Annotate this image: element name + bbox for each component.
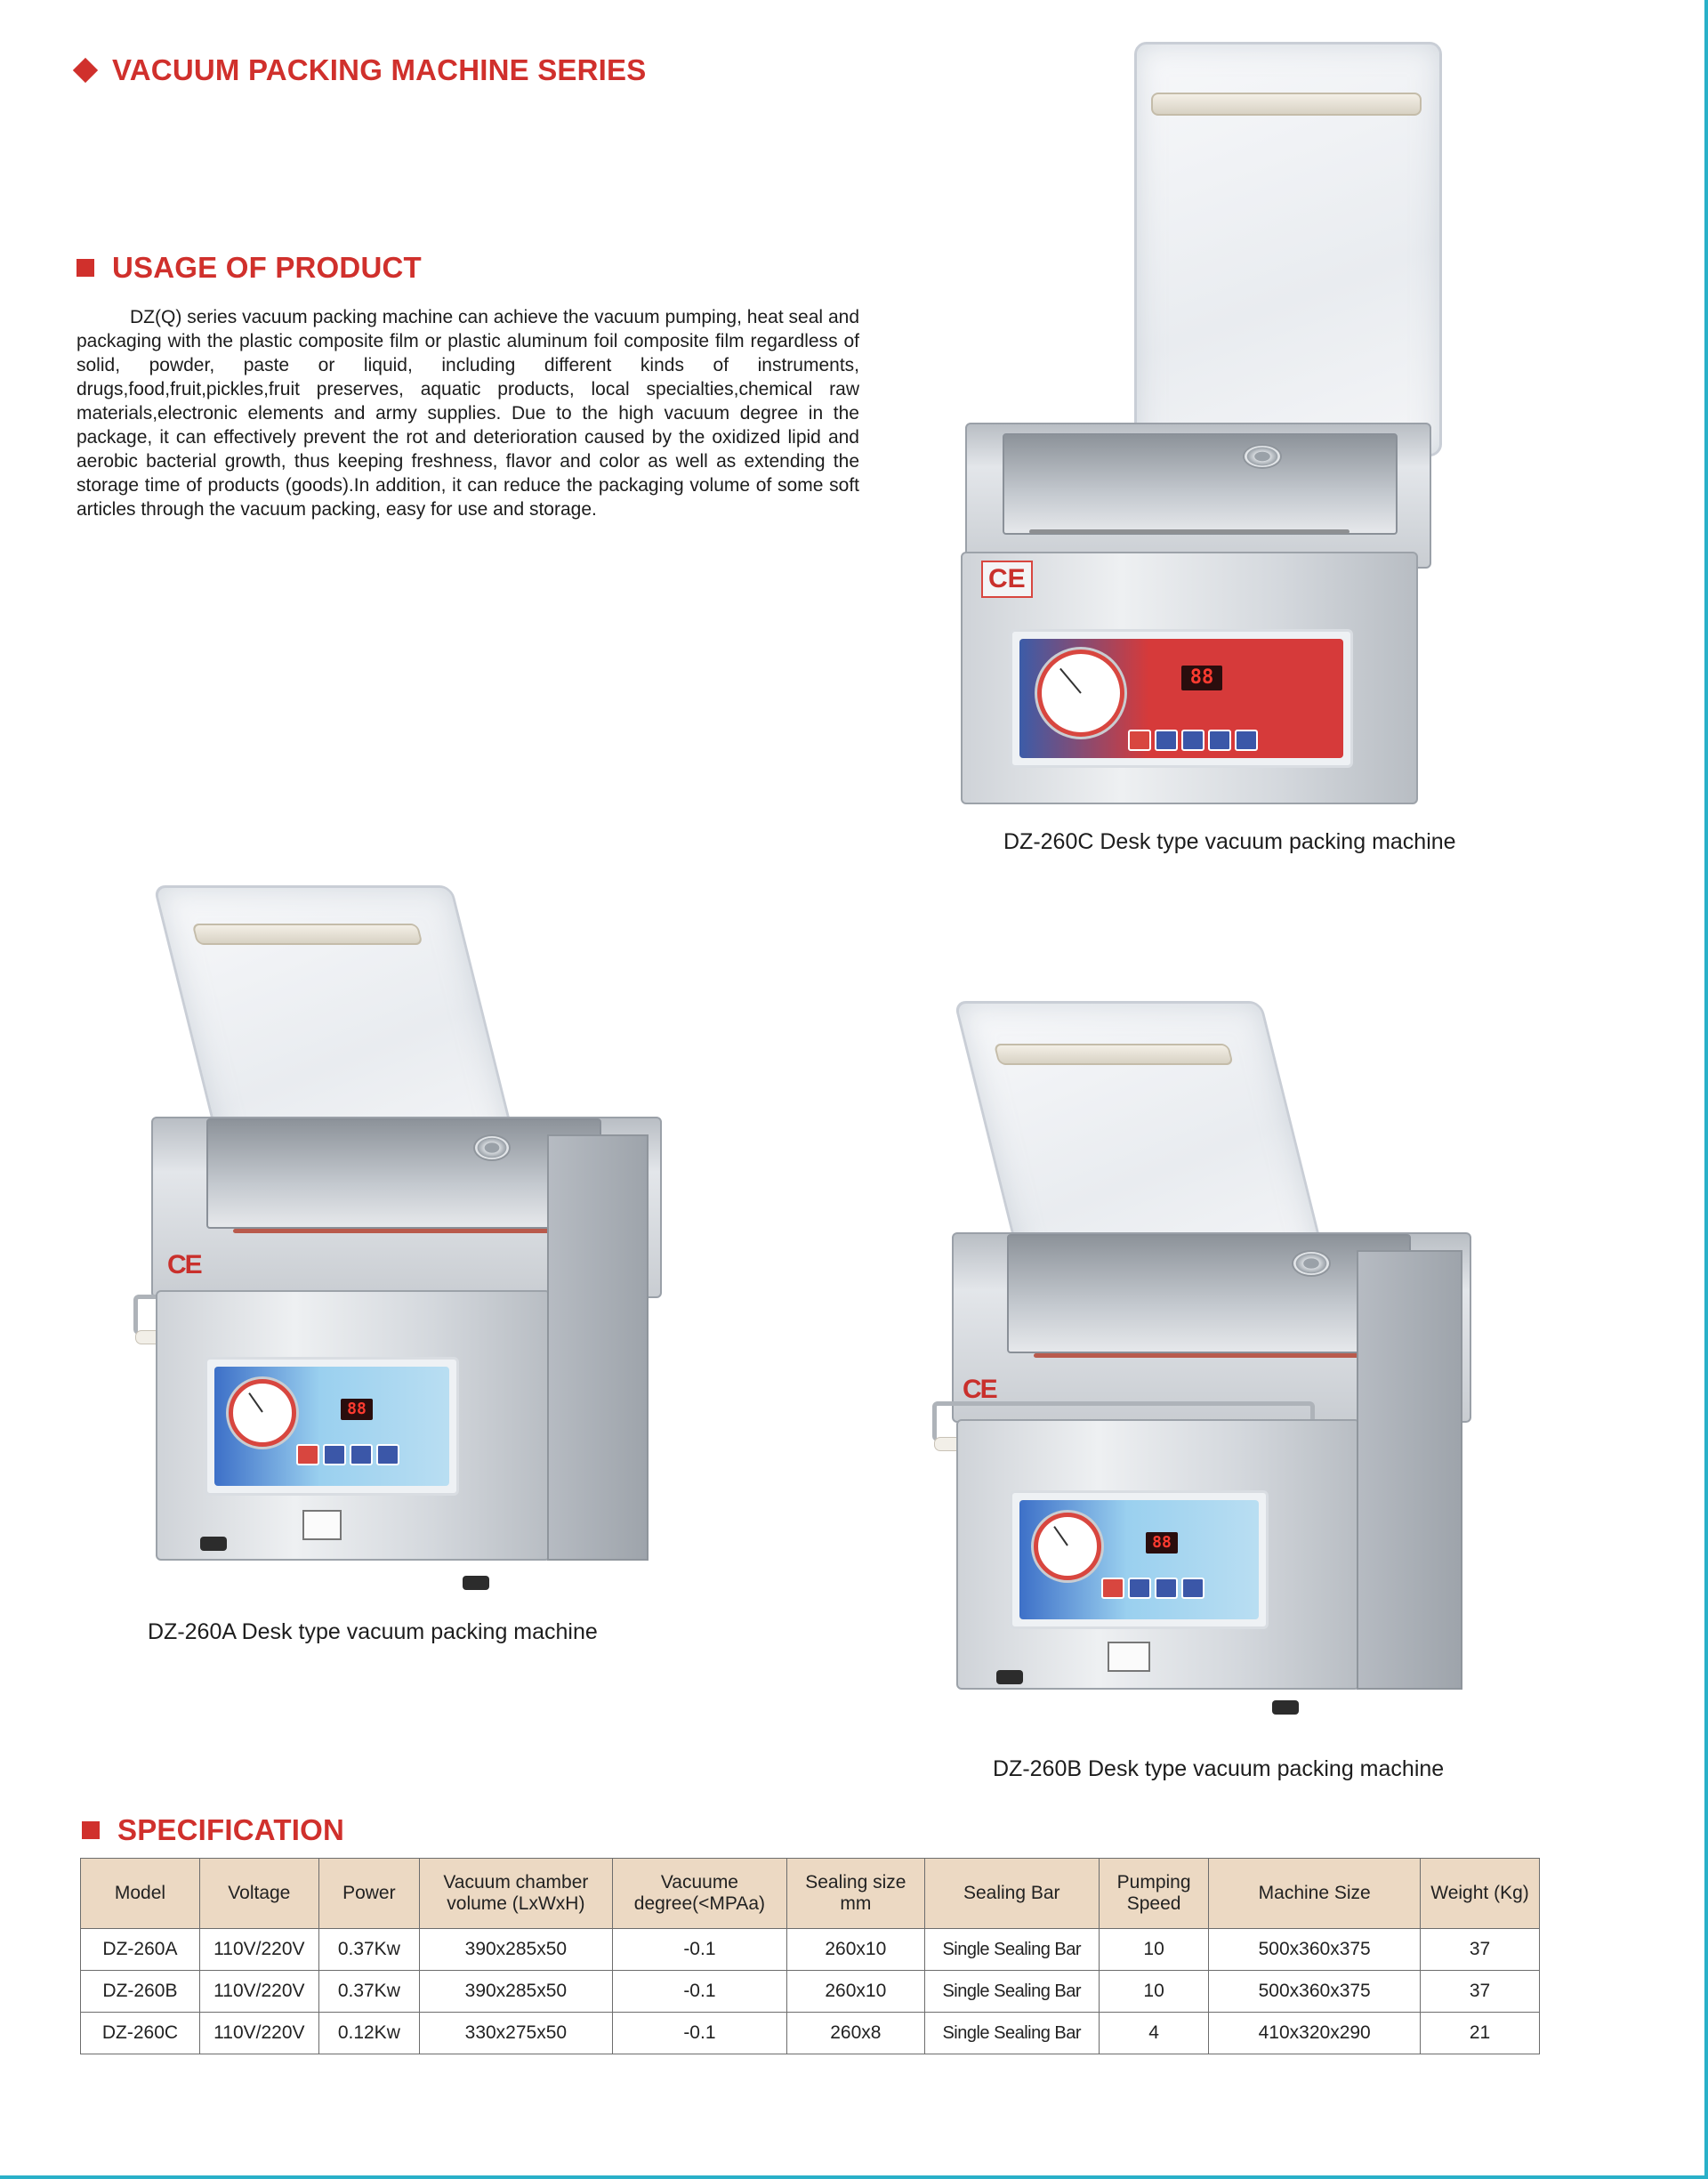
table-row (81, 1929, 1540, 1971)
header-power: Power (318, 1859, 419, 1929)
timer-display: 88 (1181, 666, 1222, 690)
machine-lid (1134, 42, 1442, 456)
vent-icon (1292, 1250, 1331, 1277)
cell-pumping-speed: 10 (1099, 1929, 1209, 1971)
machine-tub (965, 423, 1431, 569)
table-row (81, 1971, 1540, 2013)
gauge-needle (1053, 1526, 1068, 1545)
gauge-needle (1059, 668, 1082, 694)
set-key[interactable] (323, 1444, 346, 1465)
lid-sealing-pad (1151, 93, 1422, 116)
foot (200, 1537, 227, 1551)
cell-chamber: 390x285x50 (419, 1929, 612, 1971)
lid-sealing-pad (192, 924, 423, 945)
lid-sealing-pad (994, 1044, 1234, 1065)
page-edge-line (1704, 0, 1708, 2179)
diamond-bullet-icon (73, 58, 98, 83)
ce-mark: CE (963, 1375, 996, 1404)
table-row (81, 2013, 1540, 2054)
page-bottom-line (0, 2175, 1708, 2179)
start-key[interactable] (1235, 730, 1258, 751)
ce-mark: CE (981, 561, 1033, 598)
foot (996, 1670, 1023, 1684)
spec-heading (82, 1813, 344, 1847)
cell-voltage: 110V/220V (199, 1929, 318, 1971)
cell-weight: 37 (1421, 1971, 1540, 2013)
sealing-gasket (233, 1229, 562, 1233)
control-panel (205, 1357, 459, 1496)
cell-sealing-size: 260x10 (787, 1971, 925, 2013)
set-key[interactable] (1155, 730, 1178, 751)
header-machine-size: Machine Size (1209, 1859, 1421, 1929)
cell-degree: -0.1 (612, 1929, 786, 1971)
header-sealing-size: Sealing size mm (787, 1859, 925, 1929)
stop-key[interactable] (1101, 1578, 1124, 1599)
cell-voltage: 110V/220V (199, 1971, 318, 2013)
usage-title: USAGE OF PRODUCT (112, 251, 422, 284)
sealing-bar (1029, 529, 1349, 534)
timer-display: 88 (341, 1399, 373, 1420)
cell-chamber: 390x285x50 (419, 1971, 612, 2013)
cell-machine-size: 410x320x290 (1209, 2013, 1421, 2054)
down-key[interactable] (376, 1444, 399, 1465)
product-image-dz-260a (133, 876, 667, 1593)
cell-sealing-size: 260x8 (787, 2013, 925, 2054)
product-image-dz-260b (925, 992, 1477, 1726)
gauge-needle (248, 1392, 263, 1412)
control-panel (1010, 1490, 1269, 1629)
header-pumping-speed: Pumping Speed (1099, 1859, 1209, 1929)
cell-model: DZ-260B (81, 1971, 200, 2013)
vacuum-chamber (206, 1118, 601, 1229)
foot (463, 1576, 489, 1590)
cell-power: 0.37Kw (318, 1929, 419, 1971)
stop-key[interactable] (1128, 730, 1151, 751)
header-degree: Vacuume degree(<MPAa) (612, 1859, 786, 1929)
header-sealing-bar: Sealing Bar (924, 1859, 1099, 1929)
cell-sealing-bar: Single Sealing Bar (924, 2013, 1099, 2054)
series-title: VACUUM PACKING MACHINE SERIES (112, 53, 647, 86)
timer-display: 88 (1146, 1532, 1178, 1554)
cell-degree: -0.1 (612, 2013, 786, 2054)
cell-power: 0.37Kw (318, 1971, 419, 2013)
vacuum-gauge-icon (1037, 650, 1124, 737)
cell-pumping-speed: 10 (1099, 1971, 1209, 2013)
product-image-dz-260c (956, 40, 1437, 814)
cell-voltage: 110V/220V (199, 2013, 318, 2054)
cell-machine-size: 500x360x375 (1209, 1971, 1421, 2013)
series-heading (77, 53, 646, 87)
cell-sealing-bar: Single Sealing Bar (924, 1929, 1099, 1971)
rating-plate (302, 1510, 342, 1540)
header-model: Model (81, 1859, 200, 1929)
foot (1272, 1700, 1299, 1715)
caption-dz-260a: DZ-260A Desk type vacuum packing machine (148, 1619, 598, 1644)
cell-pumping-speed: 4 (1099, 2013, 1209, 2054)
cell-power: 0.12Kw (318, 2013, 419, 2054)
up-key[interactable] (1181, 730, 1204, 751)
vacuum-gauge-icon (1034, 1513, 1101, 1580)
specification-table (80, 1858, 1540, 2054)
cell-degree: -0.1 (612, 1971, 786, 2013)
caption-dz-260b: DZ-260B Desk type vacuum packing machine (993, 1756, 1445, 1781)
vacuum-chamber (1003, 433, 1398, 535)
up-key[interactable] (1155, 1578, 1178, 1599)
usage-paragraph: DZ(Q) series vacuum packing machine can achieve the vacuum pumping, heat seal and packaging with the plastic composite film or plastic aluminum foil composite film regardless of solid, powder, paste or liquid, including different kinds of instruments, drugs,food,fruit,pickles,fruit preserves, aquatic products, local specialties,chemical raw materials,electronic elements and army supplies. Due to the high vacuum degree in the package, it can effectively prevent the rot and deterioration caused by the oxidized lipid and aerobic bacterial growth, thus keeping freshness, flavor and color as well as extending the storage time of products (goods).In addition, it can reduce the packaging volume of some soft articles through the vacuum packing, easy for use and storage. (77, 307, 859, 520)
cell-sealing-size: 260x10 (787, 1929, 925, 1971)
square-bullet-icon (77, 259, 94, 277)
stop-key[interactable] (296, 1444, 319, 1465)
rating-plate (1108, 1642, 1150, 1672)
machine-side (547, 1134, 649, 1561)
cell-weight: 37 (1421, 1929, 1540, 1971)
spec-title: SPECIFICATION (117, 1813, 344, 1846)
cell-model: DZ-260A (81, 1929, 200, 1971)
vacuum-chamber (1007, 1234, 1411, 1353)
vent-icon (1243, 444, 1282, 469)
header-chamber: Vacuum chamber volume (LxWxH) (419, 1859, 612, 1929)
set-key[interactable] (1128, 1578, 1151, 1599)
square-bullet-icon (82, 1821, 100, 1839)
header-voltage: Voltage (199, 1859, 318, 1929)
cell-chamber: 330x275x50 (419, 2013, 612, 2054)
table-header-row (81, 1859, 1540, 1929)
sealing-gasket (1034, 1353, 1372, 1358)
machine-side (1357, 1250, 1462, 1690)
cell-weight: 21 (1421, 2013, 1540, 2054)
up-key[interactable] (350, 1444, 373, 1465)
vacuum-gauge-icon (229, 1379, 296, 1447)
control-panel (1010, 629, 1353, 768)
usage-heading (77, 251, 422, 285)
cell-model: DZ-260C (81, 2013, 200, 2054)
down-key[interactable] (1208, 730, 1231, 751)
cell-sealing-bar: Single Sealing Bar (924, 1971, 1099, 2013)
down-key[interactable] (1181, 1578, 1204, 1599)
vent-icon (473, 1134, 511, 1161)
header-weight: Weight (Kg) (1421, 1859, 1540, 1929)
cell-machine-size: 500x360x375 (1209, 1929, 1421, 1971)
caption-dz-260c: DZ-260C Desk type vacuum packing machine (1003, 829, 1456, 854)
ce-mark: CE (167, 1250, 201, 1279)
